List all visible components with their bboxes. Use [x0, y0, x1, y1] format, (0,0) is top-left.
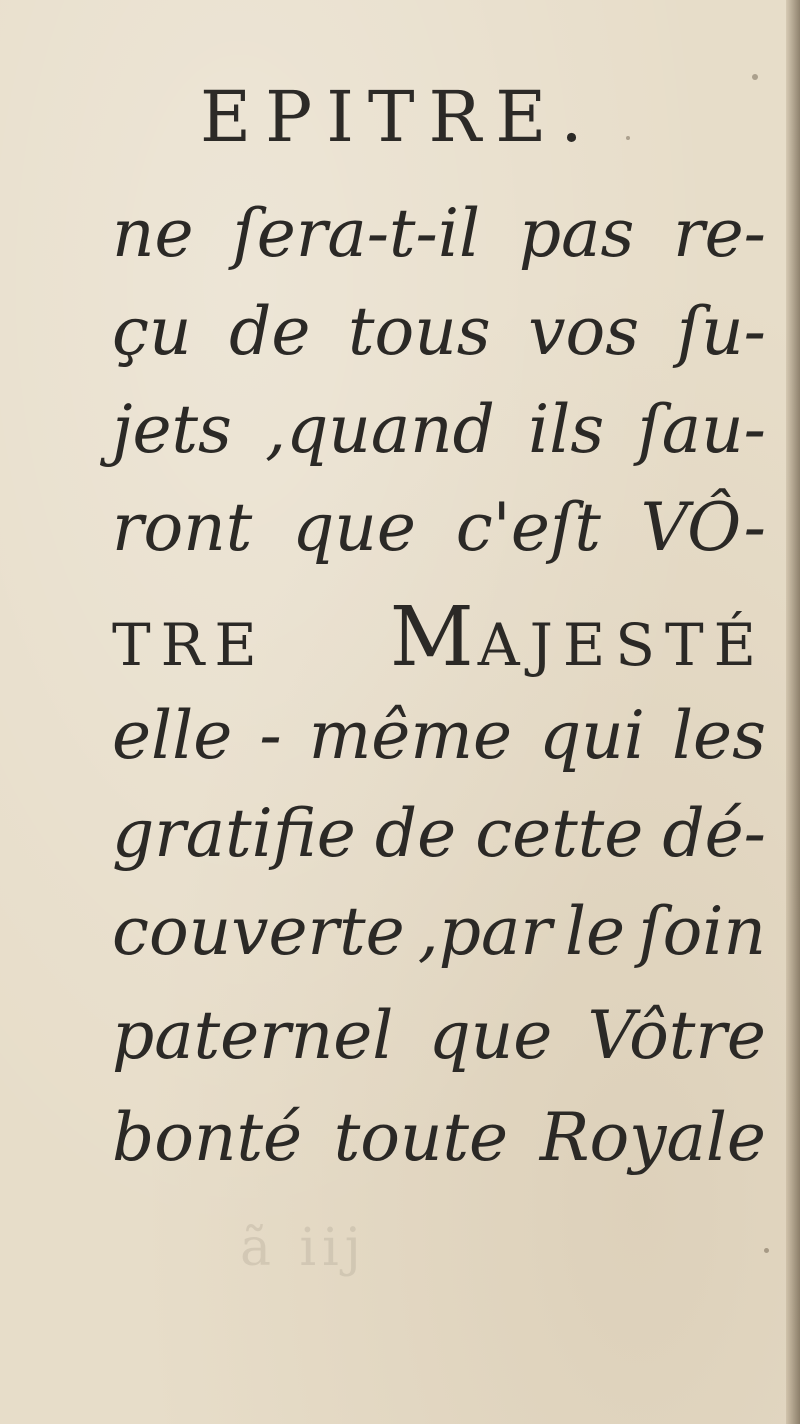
text-line — [112, 990, 766, 1082]
text-line — [112, 384, 766, 476]
word: de — [229, 293, 311, 370]
word: TRE — [112, 611, 267, 679]
word: VÔ- — [640, 489, 766, 566]
word: le — [564, 893, 626, 970]
word: que — [292, 489, 416, 566]
word: Royale — [539, 1099, 766, 1176]
ink-spot — [752, 74, 758, 80]
word: ſera-t-il — [232, 195, 481, 272]
word: de — [374, 795, 457, 872]
page-header: EPITRE. — [200, 76, 597, 158]
text-line — [112, 592, 766, 684]
text-line — [112, 690, 766, 782]
word: çu — [112, 293, 192, 370]
word: ,par — [417, 893, 552, 970]
word: pas — [518, 195, 635, 272]
word: couverte — [112, 893, 405, 970]
ink-spot — [764, 1248, 769, 1253]
word: qui — [539, 697, 645, 774]
word: ront — [112, 489, 253, 566]
page-gutter-shadow — [786, 0, 800, 1424]
ink-spot — [626, 136, 630, 140]
bleed-through-signature: ã iij — [240, 1218, 367, 1278]
word: elle — [112, 697, 233, 774]
word: c'eſt — [455, 489, 601, 566]
word: ſu- — [676, 293, 766, 370]
text-line — [112, 788, 766, 880]
word: cette — [475, 795, 644, 872]
word: bonté — [112, 1099, 303, 1176]
word: ,quand — [265, 391, 495, 468]
word: ne — [112, 195, 194, 272]
word: que — [428, 997, 553, 1074]
word: les — [671, 697, 766, 774]
word: ſoin — [638, 893, 766, 970]
word: - — [259, 697, 282, 774]
text-line — [112, 482, 766, 574]
text-line — [112, 886, 766, 978]
word: MAJESTÉ — [389, 590, 766, 685]
word: ils — [528, 391, 605, 468]
word: tous — [347, 293, 491, 370]
word: Vôtre — [587, 997, 766, 1074]
word: re- — [673, 195, 766, 272]
word: gratifie — [112, 795, 356, 872]
word: même — [308, 697, 513, 774]
text-line — [112, 286, 766, 378]
word: jets — [112, 391, 232, 468]
word: paternel — [112, 997, 394, 1074]
text-line — [112, 1092, 766, 1184]
text-line — [112, 188, 766, 280]
word: dé- — [662, 795, 766, 872]
word: toute — [333, 1099, 509, 1176]
word: ſau- — [637, 391, 766, 468]
word: vos — [528, 293, 640, 370]
